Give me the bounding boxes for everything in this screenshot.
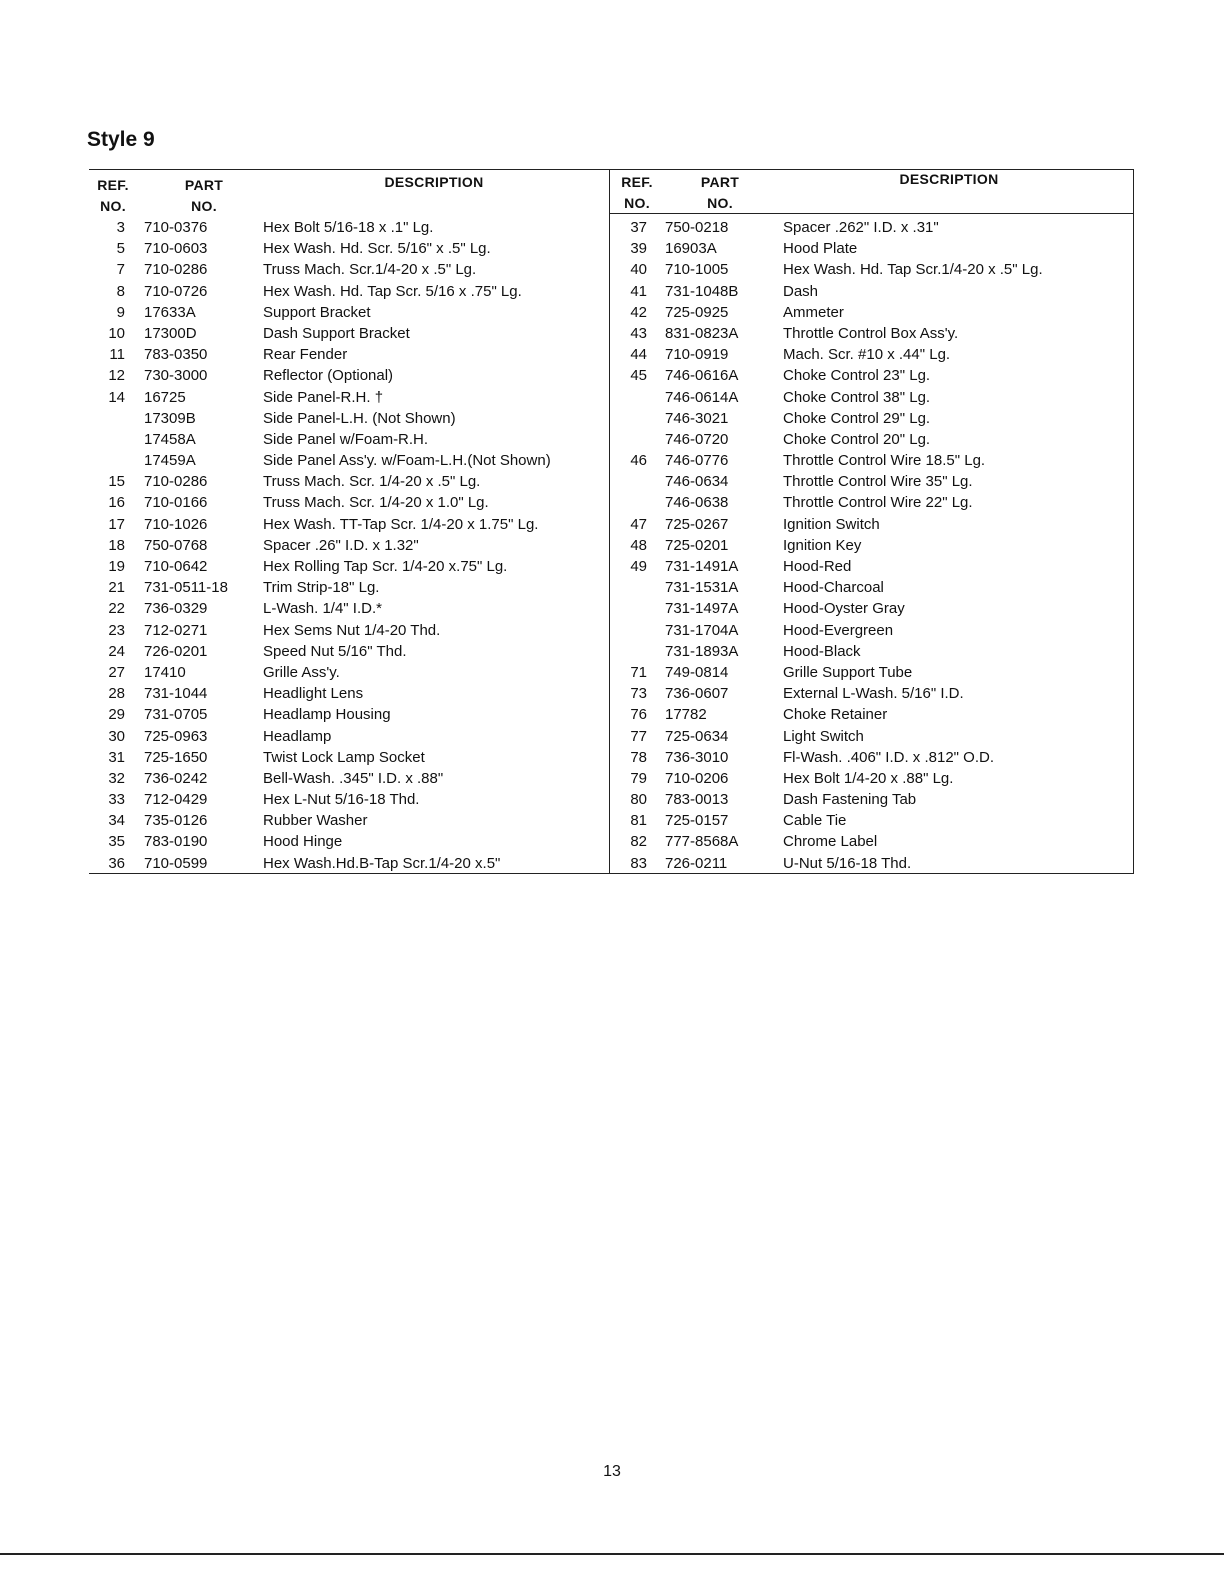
row-description: Support Bracket	[263, 303, 371, 321]
page-title: Style 9	[87, 128, 155, 151]
row-ref: 7	[116, 261, 125, 279]
row-description: Choke Control 23" Lg.	[783, 367, 931, 385]
row-ref: 31	[108, 748, 125, 766]
row-part: 710-0376	[144, 219, 208, 236]
right-ref-header-1: REF.	[621, 174, 653, 190]
row-ref: 42	[630, 303, 647, 321]
row-ref: 43	[630, 324, 647, 342]
row-part: 17309B	[144, 409, 196, 427]
row-description: Hood-Red	[783, 558, 852, 575]
row-part: 731-1497A	[665, 600, 739, 618]
row-part: 731-0705	[144, 706, 208, 724]
row-description: Trim Strip-18" Lg.	[263, 579, 380, 597]
row-ref: 16	[108, 494, 125, 512]
row-part: 746-0614A	[665, 388, 739, 406]
row-description: Hex Wash. Hd. Scr. 5/16" x .5" Lg.	[263, 240, 491, 258]
row-ref: 18	[108, 536, 125, 554]
row-part: 783-0013	[665, 791, 729, 809]
row-part: 731-1491A	[665, 558, 739, 575]
row-part: 726-0211	[665, 854, 728, 872]
row-part: 731-0511-18	[144, 579, 228, 597]
row-part: 746-0634	[665, 473, 729, 491]
right-ref-column	[609, 217, 647, 874]
row-description: Light Switch	[783, 727, 864, 745]
row-description: Side Panel w/Foam-R.H.	[263, 430, 429, 448]
row-description: Fl-Wash. .406" I.D. x .812" O.D.	[783, 748, 994, 766]
row-ref: 76	[630, 706, 647, 724]
row-description: Headlamp Housing	[263, 706, 391, 724]
row-description: Side Panel-L.H. (Not Shown)	[263, 409, 456, 427]
row-part: 730-3000	[144, 367, 208, 385]
row-description: Grille Support Tube	[783, 663, 913, 681]
row-ref: 37	[630, 219, 647, 236]
row-description: Spacer .26" I.D. x 1.32"	[263, 536, 419, 554]
row-ref: 12	[108, 367, 125, 385]
row-part: 710-0206	[665, 769, 729, 787]
row-part: 710-0726	[144, 282, 208, 300]
row-ref: 15	[108, 473, 125, 491]
row-ref: 36	[108, 854, 125, 872]
left-part-header-2: NO.	[191, 198, 217, 214]
row-ref	[609, 387, 647, 408]
row-part: 725-0963	[144, 727, 208, 745]
row-part: 726-0201	[144, 642, 208, 660]
row-part: 749-0814	[665, 663, 729, 681]
row-description: Cable Tie	[783, 812, 847, 830]
row-description: Ignition Switch	[783, 515, 880, 533]
row-description: Hood-Evergreen	[783, 621, 894, 639]
row-part: 710-0166	[144, 494, 208, 512]
row-description: Ammeter	[783, 303, 844, 321]
row-ref: 80	[630, 791, 647, 809]
row-part: 725-0201	[665, 536, 729, 554]
row-part: 710-0286	[144, 473, 208, 491]
row-ref	[609, 577, 647, 598]
row-description: Choke Control 20" Lg.	[783, 430, 931, 448]
row-ref: 11	[109, 346, 125, 364]
row-ref: 17	[108, 515, 125, 533]
row-ref: 47	[630, 515, 647, 533]
row-part: 750-0768	[144, 536, 208, 554]
row-part: 725-0267	[665, 515, 729, 533]
row-ref	[89, 408, 125, 429]
row-description: Ignition Key	[783, 536, 862, 554]
row-ref: 10	[108, 324, 125, 342]
row-description: Dash Support Bracket	[263, 324, 410, 342]
row-part: 736-0329	[144, 600, 208, 618]
row-ref: 33	[108, 791, 125, 809]
row-description: Headlight Lens	[263, 685, 364, 703]
row-description: Hex L-Nut 5/16-18 Thd.	[263, 791, 420, 809]
row-ref: 71	[630, 663, 647, 681]
row-ref	[609, 429, 647, 450]
right-ref-header-2: NO.	[624, 195, 650, 211]
row-description: Throttle Control Wire 22" Lg.	[783, 494, 973, 512]
row-part: 731-1531A	[665, 579, 739, 597]
row-part: 16903A	[665, 240, 717, 258]
row-description: Mach. Scr. #10 x .44" Lg.	[783, 346, 951, 364]
left-part-column	[144, 217, 259, 874]
row-part: 731-1704A	[665, 621, 739, 639]
row-part: 731-1893A	[665, 642, 739, 660]
row-part: 831-0823A	[665, 324, 739, 342]
footer-rule	[0, 1553, 1224, 1555]
row-description: Choke Retainer	[783, 706, 888, 724]
row-ref: 49	[630, 558, 647, 575]
row-part: 746-0616A	[665, 367, 739, 385]
row-ref: 19	[108, 558, 125, 575]
row-ref: 29	[108, 706, 125, 724]
left-part-header-1: PART	[184, 177, 224, 193]
row-part: 735-0126	[144, 812, 208, 830]
row-description: Hood-Oyster Gray	[783, 600, 905, 618]
row-ref: 78	[630, 748, 647, 766]
row-ref: 48	[630, 536, 647, 554]
row-description: Twist Lock Lamp Socket	[263, 748, 425, 766]
left-description-column	[263, 217, 603, 874]
parts-table	[89, 169, 1134, 874]
row-part: 746-3021	[665, 409, 729, 427]
row-part: 746-0638	[665, 494, 729, 512]
row-part: 710-0286	[144, 261, 208, 279]
right-part-header-2: NO.	[707, 195, 733, 211]
row-part: 710-0603	[144, 240, 208, 258]
row-ref: 28	[108, 685, 125, 703]
row-description: Hex Wash.Hd.B-Tap Scr.1/4-20 x.5"	[263, 854, 501, 872]
left-ref-column	[89, 217, 125, 874]
row-part: 712-0429	[144, 791, 208, 809]
right-description-column	[783, 217, 1129, 874]
row-description: Throttle Control Wire 18.5" Lg.	[783, 452, 986, 470]
row-part: 17410	[144, 663, 186, 681]
row-description: Hex Wash. Hd. Tap Scr.1/4-20 x .5" Lg.	[783, 261, 1043, 279]
row-description: Hex Bolt 1/4-20 x .88" Lg.	[783, 769, 954, 787]
row-part: 746-0776	[665, 452, 729, 470]
row-ref: 34	[108, 812, 125, 830]
row-description: Throttle Control Wire 35" Lg.	[783, 473, 973, 491]
row-ref: 21	[108, 579, 125, 597]
row-ref: 30	[108, 727, 125, 745]
row-description: Truss Mach. Scr. 1/4-20 x 1.0" Lg.	[263, 494, 489, 512]
row-part: 725-0925	[665, 303, 729, 321]
row-description: Hex Bolt 5/16-18 x .1" Lg.	[263, 219, 434, 236]
row-part: 712-0271	[144, 621, 208, 639]
row-ref: 27	[108, 663, 125, 681]
row-part: 17459A	[144, 452, 196, 470]
row-description: Side Panel Ass'y. w/Foam-L.H.(Not Shown)	[263, 452, 551, 470]
row-ref: 73	[630, 685, 647, 703]
row-description: Hex Wash. Hd. Tap Scr. 5/16 x .75" Lg.	[263, 282, 522, 300]
row-part: 710-0599	[144, 854, 208, 872]
row-part: 725-0634	[665, 727, 729, 745]
row-part: 16725	[144, 388, 186, 406]
row-ref: 8	[116, 282, 125, 300]
row-part: 750-0218	[665, 219, 729, 236]
row-description: Chrome Label	[783, 833, 878, 851]
row-ref: 14	[108, 388, 125, 406]
row-ref: 45	[630, 367, 647, 385]
row-description: Headlamp	[263, 727, 332, 745]
row-part: 777-8568A	[665, 833, 739, 851]
row-description: Dash	[783, 282, 819, 300]
left-description-header: DESCRIPTION	[384, 174, 484, 190]
row-description: Truss Mach. Scr.1/4-20 x .5" Lg.	[263, 261, 477, 279]
row-part: 710-0919	[665, 346, 729, 364]
row-part: 736-0607	[665, 685, 729, 703]
row-description: U-Nut 5/16-18 Thd.	[783, 854, 912, 872]
row-ref	[609, 471, 647, 492]
row-ref	[609, 620, 647, 641]
row-ref	[609, 492, 647, 513]
row-ref: 82	[630, 833, 647, 851]
row-ref	[89, 450, 125, 471]
row-ref: 83	[630, 854, 647, 872]
row-part: 725-1650	[144, 748, 208, 766]
row-part: 736-3010	[665, 748, 729, 766]
row-ref: 32	[108, 769, 125, 787]
row-description: Dash Fastening Tab	[783, 791, 917, 809]
right-part-column	[665, 217, 775, 874]
row-ref: 44	[630, 346, 647, 364]
row-description: Speed Nut 5/16" Thd.	[263, 642, 407, 660]
row-part: 17782	[665, 706, 707, 724]
row-description: Throttle Control Box Ass'y.	[783, 324, 959, 342]
row-ref: 35	[108, 833, 125, 851]
row-part: 17633A	[144, 303, 196, 321]
row-ref: 9	[116, 303, 125, 321]
row-description: Hood-Charcoal	[783, 579, 884, 597]
row-part: 710-0642	[144, 558, 208, 575]
row-description: Hood Hinge	[263, 833, 343, 851]
row-ref	[609, 641, 647, 662]
row-description: Choke Control 38" Lg.	[783, 388, 931, 406]
row-description: Truss Mach. Scr. 1/4-20 x .5" Lg.	[263, 473, 481, 491]
row-description: Side Panel-R.H. †	[263, 388, 384, 406]
row-description: Hex Wash. TT-Tap Scr. 1/4-20 x 1.75" Lg.	[263, 515, 539, 533]
row-ref: 81	[630, 812, 647, 830]
row-part: 746-0720	[665, 430, 729, 448]
row-ref: 5	[116, 240, 125, 258]
row-part: 17300D	[144, 324, 197, 342]
row-description: Hood-Black	[783, 642, 861, 660]
row-description: Hex Rolling Tap Scr. 1/4-20 x.75" Lg.	[263, 558, 508, 575]
row-ref: 79	[630, 769, 647, 787]
row-part: 783-0350	[144, 346, 208, 364]
row-ref: 22	[108, 600, 125, 618]
row-description: Grille Ass'y.	[263, 663, 340, 681]
row-ref: 46	[630, 452, 647, 470]
row-ref: 39	[630, 240, 647, 258]
row-description: External L-Wash. 5/16" I.D.	[783, 685, 964, 703]
row-description: Hood Plate	[783, 240, 858, 258]
row-description: Rear Fender	[263, 346, 348, 364]
right-description-header: DESCRIPTION	[899, 171, 999, 187]
left-ref-header-2: NO.	[100, 198, 126, 214]
row-part: 710-1005	[665, 261, 729, 279]
page-number: 13	[603, 1463, 621, 1480]
row-ref: 3	[116, 219, 125, 236]
row-ref: 41	[630, 282, 647, 300]
row-ref	[89, 429, 125, 450]
row-description: Rubber Washer	[263, 812, 368, 830]
row-part: 17458A	[144, 430, 196, 448]
row-ref: 23	[108, 621, 125, 639]
row-ref: 40	[630, 261, 647, 279]
row-ref	[609, 598, 647, 619]
row-ref: 24	[108, 642, 125, 660]
right-part-header-1: PART	[700, 174, 740, 190]
row-part: 783-0190	[144, 833, 208, 851]
row-part: 710-1026	[144, 515, 208, 533]
row-part: 725-0157	[665, 812, 729, 830]
row-part: 731-1044	[144, 685, 208, 703]
row-description: Choke Control 29" Lg.	[783, 409, 931, 427]
row-description: Reflector (Optional)	[263, 367, 394, 385]
row-description: Hex Sems Nut 1/4-20 Thd.	[263, 621, 441, 639]
row-description: Bell-Wash. .345" I.D. x .88"	[263, 769, 444, 787]
row-ref	[609, 408, 647, 429]
row-ref: 77	[630, 727, 647, 745]
left-ref-header-1: REF.	[97, 177, 129, 193]
row-description: Spacer .262" I.D. x .31"	[783, 219, 939, 236]
row-part: 736-0242	[144, 769, 208, 787]
row-part: 731-1048B	[665, 282, 739, 300]
row-description: L-Wash. 1/4" I.D.*	[263, 600, 382, 618]
